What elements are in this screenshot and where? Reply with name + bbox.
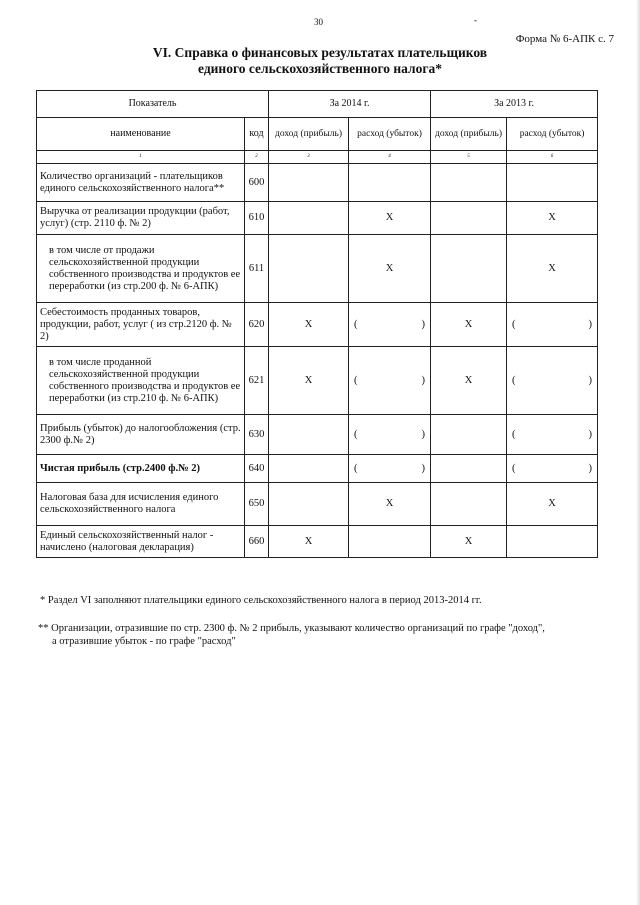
page-title [0, 45, 640, 77]
cell-income-2014 [269, 483, 349, 526]
subheader-income-2013: доход (прибыль) [431, 118, 507, 151]
paren-open: ( [354, 462, 358, 474]
cell-expense-2014 [349, 164, 431, 202]
cell-income-2014: X [269, 526, 349, 558]
cell-expense-2013 [507, 415, 598, 455]
table-row [37, 347, 598, 415]
row-code: 610 [245, 202, 269, 235]
cell-expense-2014 [349, 526, 431, 558]
cell-income-2013 [431, 235, 507, 303]
row-code: 660 [245, 526, 269, 558]
header-dash: - [474, 15, 477, 25]
col-number-2: 2 [245, 151, 269, 164]
footnote-2 [38, 622, 545, 648]
row-code: 630 [245, 415, 269, 455]
row-name: в том числе проданной сельскохозяйственной продукции собственного производства и продуктов ее переработки (из стр.210 ф. № 6-АПК) [37, 347, 245, 415]
cell-expense-2013 [507, 455, 598, 483]
paren-open: ( [354, 318, 358, 330]
row-name: Себестоимость проданных товаров, продукции, работ, услуг ( из стр.2120 ф. № 2) [37, 303, 245, 347]
paren-open: ( [512, 428, 516, 440]
row-code: 611 [245, 235, 269, 303]
paren-close: ) [421, 318, 426, 330]
paren-close: ) [588, 374, 593, 386]
title-line-2: единого сельскохозяйственного налога* [198, 61, 442, 76]
cell-income-2013: X [431, 526, 507, 558]
row-code: 650 [245, 483, 269, 526]
paren-open: ( [512, 318, 516, 330]
subheader-income-2014: доход (прибыль) [269, 118, 349, 151]
table-row [37, 483, 598, 526]
cell-expense-2013 [507, 164, 598, 202]
cell-expense-2013: X [507, 235, 598, 303]
cell-expense-2013: X [507, 202, 598, 235]
table-row [37, 164, 598, 202]
scan-edge-shadow [636, 0, 640, 905]
form-label: Форма № 6-АПК с. 7 [515, 33, 614, 45]
cell-income-2013 [431, 164, 507, 202]
cell-expense-2014 [349, 415, 431, 455]
cell-income-2013 [431, 455, 507, 483]
footnote-2-line-1: ** Организации, отразившие по стр. 2300 ф. № 2 прибыль, указывают количество организаций по графе "доход", [38, 623, 545, 634]
table-row [37, 455, 598, 483]
cell-income-2013: X [431, 347, 507, 415]
footnote-1-text: * Раздел VI заполняют плательщики единого сельскохозяйственного налога в период 2013-2014 гг. [40, 595, 482, 606]
paren-close: ) [588, 428, 593, 440]
cell-income-2014 [269, 164, 349, 202]
subheader-expense-2013: расход (убыток) [507, 118, 598, 151]
paren-close: ) [588, 462, 593, 474]
header-indicator: Показатель [37, 91, 269, 118]
col-number-4: 4 [349, 151, 431, 164]
row-name: Налоговая база для исчисления единого сельскохозяйственного налога [37, 483, 245, 526]
cell-expense-2013 [507, 303, 598, 347]
row-name: Чистая прибыль (стр.2400 ф.№ 2) [37, 455, 245, 483]
cell-income-2014: X [269, 303, 349, 347]
table-row [37, 526, 598, 558]
cell-expense-2014: X [349, 202, 431, 235]
financial-results-table [36, 90, 598, 558]
row-code: 640 [245, 455, 269, 483]
footnote-2-line-2: а отразившие убыток - по графе "расход" [52, 636, 236, 647]
cell-income-2014 [269, 455, 349, 483]
cell-income-2013 [431, 202, 507, 235]
col-number-1: 1 [37, 151, 245, 164]
col-number-5: 5 [431, 151, 507, 164]
row-name: Количество организаций - плательщиков единого сельскохозяйственного налога** [37, 164, 245, 202]
cell-expense-2013: X [507, 483, 598, 526]
title-line-1: VI. Справка о финансовых результатах плательщиков [152, 45, 488, 60]
col-number-6: 6 [507, 151, 598, 164]
subheader-expense-2014: расход (убыток) [349, 118, 431, 151]
subheader-code: код [245, 118, 269, 151]
table-row [37, 235, 598, 303]
row-code: 620 [245, 303, 269, 347]
paren-open: ( [354, 374, 358, 386]
table-row [37, 202, 598, 235]
cell-income-2013 [431, 483, 507, 526]
cell-expense-2014: X [349, 483, 431, 526]
cell-income-2013 [431, 415, 507, 455]
row-name: Единый сельскохозяйственный налог - начислено (налоговая декларация) [37, 526, 245, 558]
row-name: Прибыль (убыток) до налогообложения (стр. 2300 ф.№ 2) [37, 415, 245, 455]
cell-expense-2014 [349, 455, 431, 483]
footnote-1 [40, 594, 482, 607]
paren-close: ) [588, 318, 593, 330]
cell-expense-2014 [349, 347, 431, 415]
row-code: 621 [245, 347, 269, 415]
cell-income-2014 [269, 415, 349, 455]
paren-close: ) [421, 428, 426, 440]
header-2014: За 2014 г. [269, 91, 431, 118]
header-2013: За 2013 г. [431, 91, 598, 118]
cell-income-2013: X [431, 303, 507, 347]
paren-close: ) [421, 462, 426, 474]
paren-open: ( [512, 462, 516, 474]
row-name: в том числе от продажи сельскохозяйственной продукции собственного производства и продуктов ее переработки (из стр.200 ф. № 6-АПК) [37, 235, 245, 303]
table-row [37, 303, 598, 347]
cell-expense-2013 [507, 347, 598, 415]
cell-income-2014 [269, 235, 349, 303]
paren-open: ( [512, 374, 516, 386]
paren-close: ) [421, 374, 426, 386]
cell-expense-2014: X [349, 235, 431, 303]
col-number-3: 3 [269, 151, 349, 164]
page-number: 30 [314, 17, 323, 27]
row-name: Выручка от реализации продукции (работ, услуг) (стр. 2110 ф. № 2) [37, 202, 245, 235]
row-code: 600 [245, 164, 269, 202]
table-row [37, 415, 598, 455]
cell-expense-2013 [507, 526, 598, 558]
cell-income-2014 [269, 202, 349, 235]
subheader-name: наименование [37, 118, 245, 151]
cell-expense-2014 [349, 303, 431, 347]
cell-income-2014: X [269, 347, 349, 415]
paren-open: ( [354, 428, 358, 440]
